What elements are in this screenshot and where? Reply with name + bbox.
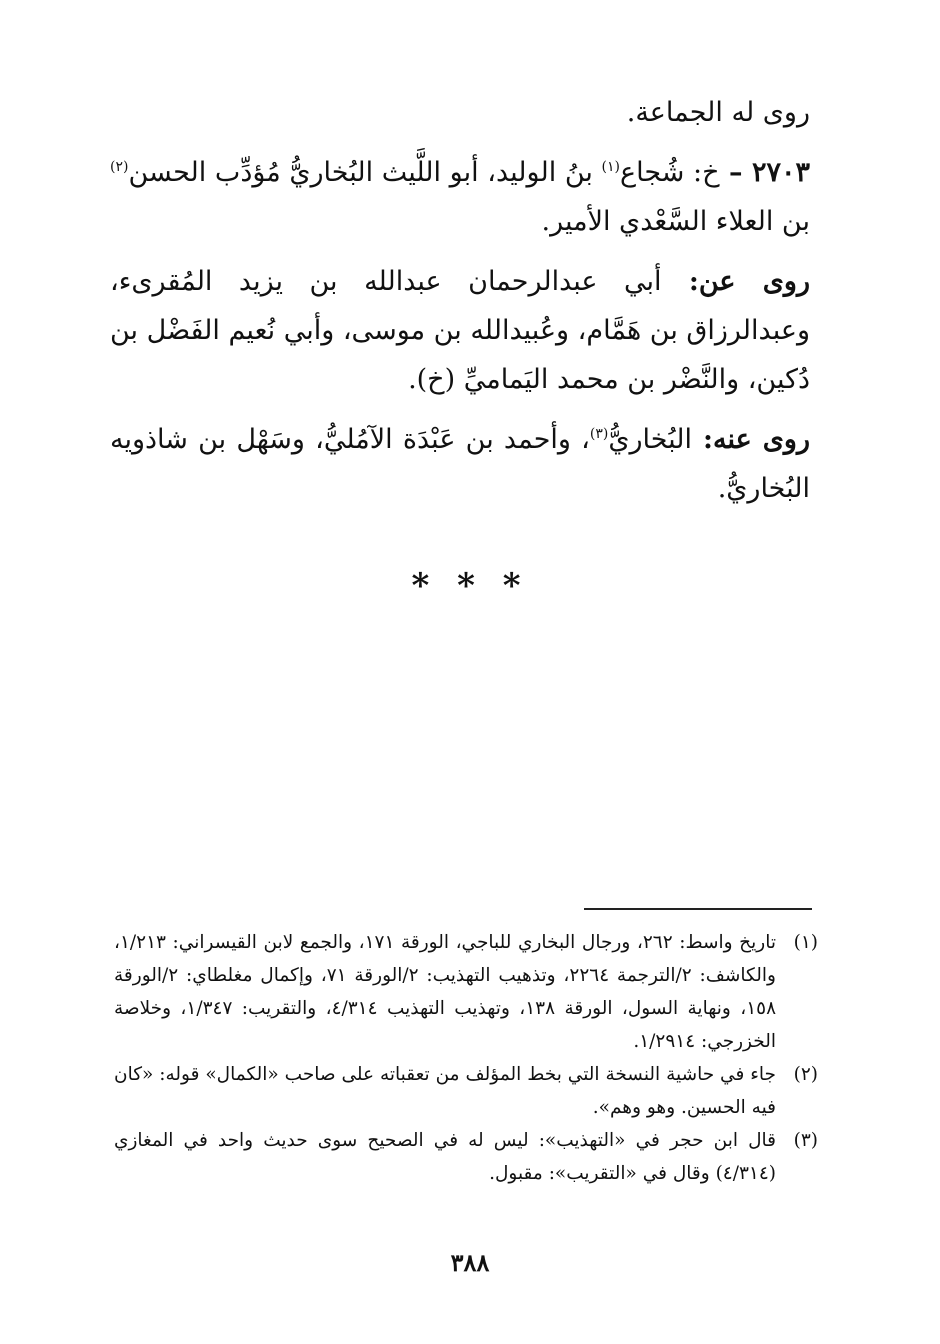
footnote-number: (١)	[793, 932, 818, 953]
paragraph-text: روى له الجماعة.	[626, 97, 810, 128]
section-separator: * * *	[411, 566, 529, 606]
entry-text-a: بنُ الوليد، أبو اللَّيث البُخاريُّ مُؤدِّب الحسن	[128, 157, 602, 188]
main-text	[110, 88, 810, 513]
page-number: ٣٨٨	[450, 1248, 490, 1277]
footnote-ref-3: (٣)	[589, 426, 609, 442]
footnote-text: تاريخ واسط: ٢٦٢، ورجال البخاري للباجي، الورقة ١٧١، والجمع لابن القيسراني: ١/٢١٣، والكاشف: ٢/الترجمة ٢٢٦٤، وتذهيب التهذيب: ٢/الورقة ٧١، وإكمال مغلطاي: ٢/الورقة ١٥٨، ونهاية السول، الورقة ١٣٨، وتهذيب التهذيب ٤/٣١٤، والتقريب: ١/٣٤٧، وخلاصة الخزرجي: ١/٢٩١٤.	[114, 932, 777, 1052]
footnote-number: (٣)	[793, 1130, 818, 1151]
narrated-by-label: روى عنه:	[692, 424, 810, 455]
footnote-3	[114, 1124, 818, 1190]
footnote-number: (٢)	[793, 1064, 818, 1085]
biography-entry	[110, 148, 810, 246]
entry-text-b: بن العلاء السَّعْدي الأمير.	[541, 206, 810, 237]
footnotes	[114, 926, 818, 1190]
footnote-text: قال ابن حجر في «التهذيب»: ليس له في الصحيح سوى حديث واحد في المغازي (٤/٣١٤) وقال في «التقريب»: مقبول.	[114, 1130, 776, 1184]
narrated-from-paragraph	[110, 257, 810, 404]
footnote-ref-1: (١)	[601, 159, 621, 175]
footnote-text: جاء في حاشية النسخة التي بخط المؤلف من تعقباته على صاحب «الكمال» قوله: «كان فيه الحسين. وهو وهم».	[114, 1064, 776, 1118]
entry-dash: –	[719, 157, 752, 188]
narrated-by-name: البُخاريُّ	[608, 424, 693, 455]
narrated-by-text: ، وأحمد بن عَبْدَة الآمُليُّ، وسَهْل بن شاذويه البُخاريُّ.	[110, 424, 810, 504]
footnote-divider	[584, 908, 812, 910]
footnote-1	[114, 926, 818, 1058]
entry-name: شُجاع	[620, 157, 685, 188]
entry-colon: :	[684, 157, 703, 188]
entry-number: ٢٧٠٣	[751, 157, 810, 188]
narrated-from-text: أبي عبدالرحمان عبدالله بن يزيد المُقرىء، وعبدالرزاق بن هَمَّام، وعُبيدالله بن موسى، وأبي نُعيم الفَضْل بن دُكين، والنَّضْر بن محمد اليَماميِّ (خ).	[109, 266, 810, 395]
narrated-from-label: روى عن:	[661, 266, 810, 297]
footnote-ref-2: (٢)	[110, 159, 129, 175]
paragraph-narrated-by-group	[110, 88, 810, 137]
entry-code: خ	[702, 157, 720, 188]
footnote-2	[114, 1058, 818, 1124]
narrated-by-paragraph	[110, 415, 810, 513]
